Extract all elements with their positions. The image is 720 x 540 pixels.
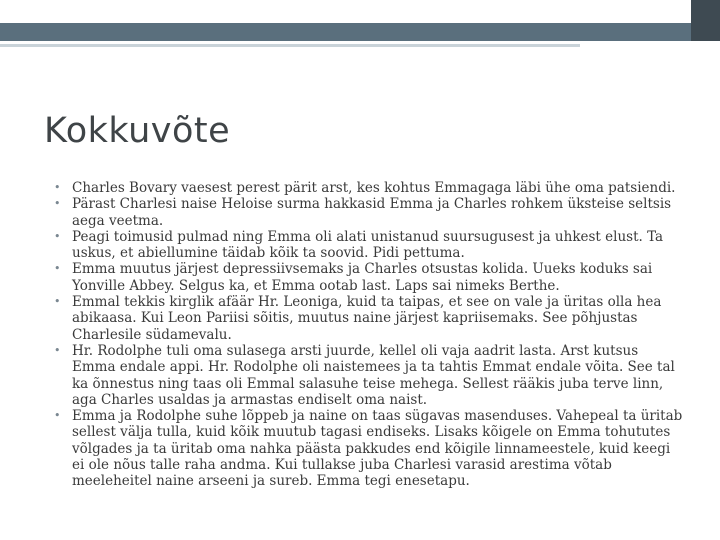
bullet-text: Emma ja Rodolphe suhe lõppeb ja naine on taas sügavas masenduses. Vahepeal ta üritab sellest välja tulla, kuid kõik muutub tagasi endiseks. Lisaks kõigele on Emma tohututes võlgades ja ta üritab oma nahka päästa pakkudes end kõigile linnameestele, kuid keegi ei ole nõus talle raha andma. Kui tullakse juba Charlesi varasid arestima võtab meeleheitel naine arseeni ja sureb. Emma tegi enesetapu. [72,408,683,490]
slide-title: Kokkuvõte [44,111,231,151]
bullet-item [54,196,684,229]
bullet-icon: • [54,295,61,309]
bullet-text: Charles Bovary vaesest perest pärit arst, kes kohtus Emmagaga läbi ühe oma patsiendi. [72,180,676,196]
bullet-text: Peagi toimusid pulmad ning Emma oli alati unistanud suursugusest ja uhkest elust. Ta uskus, et abiellumine täidab kõik ta soovid. Pidi pettuma. [72,228,664,262]
header-bar [0,23,720,41]
bullet-item [54,294,684,343]
bullet-icon: • [54,181,61,194]
bullet-list [54,180,684,490]
bullet-icon: • [54,197,61,211]
bullet-icon: • [54,262,61,276]
bullet-item [54,261,684,294]
bullet-icon: • [54,229,61,243]
bullet-item [54,229,684,262]
header-corner-block [691,0,720,41]
bullet-item [54,343,684,408]
bullet-icon: • [54,409,61,423]
bullet-text: Emmal tekkis kirglik afäär Hr. Leoniga, kuid ta taipas, et see on vale ja üritas olla hea abikaasa. Kui Leon Pariisi sõitis, muutus naine järjest kapriisemaks. See põhjustas Charlesile südamevalu. [72,294,662,343]
bullet-text: Hr. Rodolphe tuli oma sulasega arsti juurde, kellel oli vaja aadrit lasta. Arst kutsus Emma endale appi. Hr. Rodolphe oli naistemees ja ta tahtis Emmat endale võita. See tal ka õnnestus ning taas oli Emmal salasuhe teise mehega. Sellest rääkis juba terve linn, aga Charles usaldas ja armastas endiselt oma naist. [72,342,675,408]
bullet-text: Pärast Charlesi naise Heloise surma hakkasid Emma ja Charles rohkem üksteise seltsis aega veetma. [72,196,672,229]
bullet-item [54,180,684,196]
bullet-item [54,408,684,489]
bullet-text: Emma muutus järjest depressiivsemaks ja Charles otsustas kolida. Uueks koduks sai Yonville Abbey. Selgus ka, et Emma ootab last. Laps sai nimeks Berthe. [72,261,653,294]
bullet-icon: • [54,343,61,357]
header-divider-line [0,44,580,47]
